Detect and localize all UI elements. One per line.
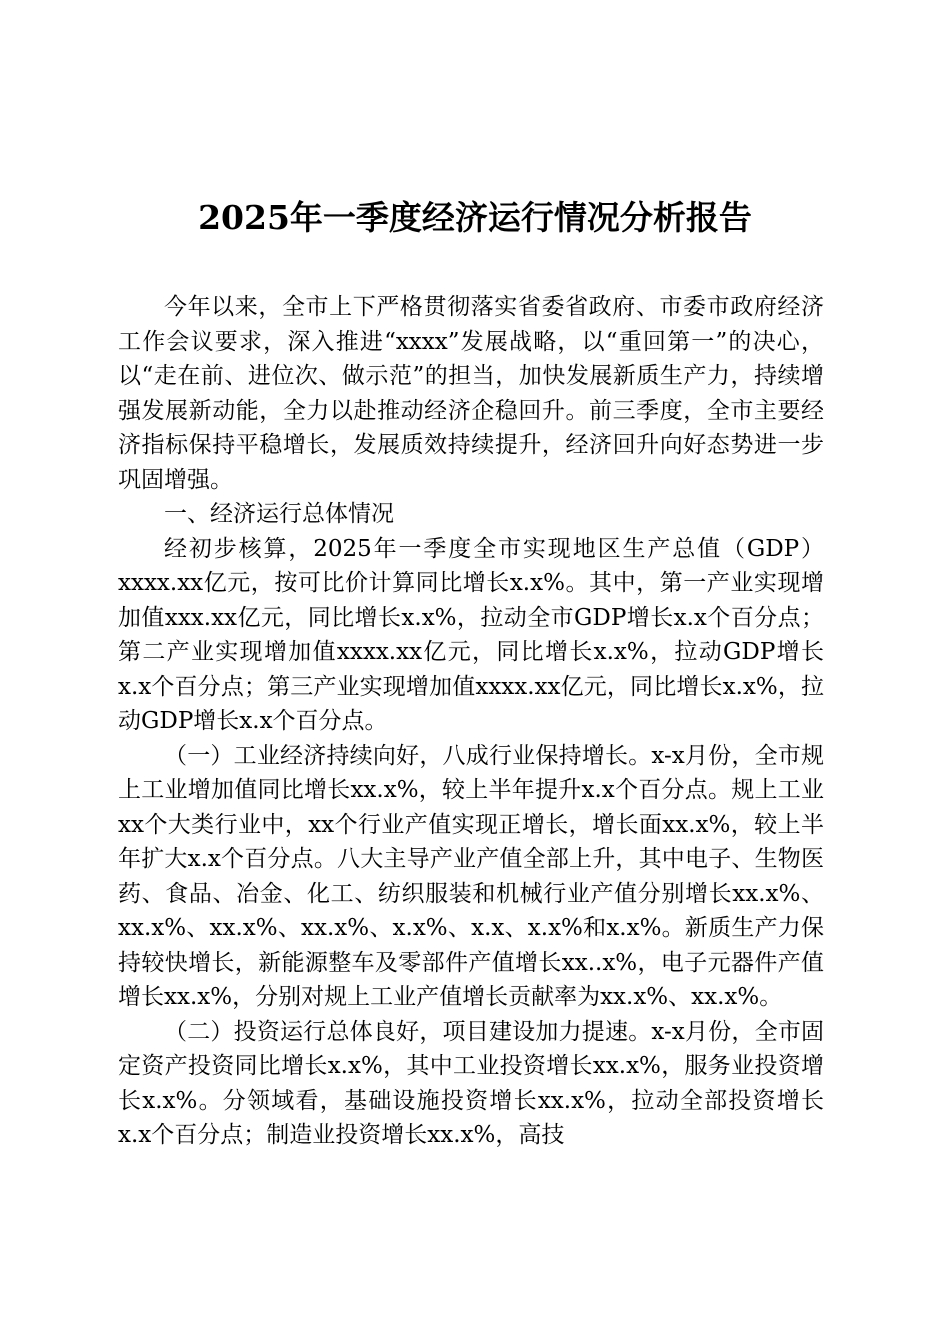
investment-paragraph: （二）投资运行总体良好，项目建设加力提速。x-x月份，全市固定资产投资同比增长x.x%，其中工业投资增长xx.x%，服务业投资增长x.x%。分领域看，基础设施投资增长xx.x%，拉动全部投资增长x.x个百分点；制造业投资增长xx.x%，高技 — [118, 1018, 824, 1148]
industry-paragraph: （一）工业经济持续向好，八成行业保持增长。x-x月份，全市规上工业增加值同比增长xx.x%，较上半年提升x.x个百分点。规上工业xx个大类行业中，xx个行业产值实现正增长，增长面xx.x%，较上半年扩大x.x个百分点。八大主导产业产值全部上升，其中电子、生物医药、食品、冶金、化工、纺织服装和机械行业产值分别增长xx.x%、xx.x%、xx.x%、xx.x%、x.x%、x.x、x.x%和x.x%。新质生产力保持较快增长，新能源整车及零部件产值增长xx..x%，电子元器件产值增长xx.x%，分别对规上工业产值增长贡献率为xx.x%、xx.x%。 — [118, 742, 824, 1010]
section-heading: 一、经济运行总体情况 — [164, 501, 394, 527]
gdp-paragraph: 经初步核算，2025年一季度全市实现地区生产总值（GDP）xxxx.xx亿元，按可比价计算同比增长x.x%。其中，第一产业实现增加值xxx.xx亿元，同比增长x.x%，拉动全市GDP增长x.x个百分点；第二产业实现增加值xxxx.xx亿元，同比增长x.x%，拉动GDP增长x.x个百分点；第三产业实现增加值xxxx.xx亿元，同比增长x.x%，拉动GDP增长x.x个百分点。 — [118, 535, 824, 734]
document-body — [118, 290, 824, 1153]
document-title: 2025年一季度经济运行情况分析报告 — [198, 198, 752, 237]
intro-paragraph: 今年以来，全市上下严格贯彻落实省委省政府、市委市政府经济工作会议要求，深入推进“xxxx”发展战略，以“重回第一”的决心，以“走在前、进位次、做示范”的担当，加快发展新质生产力，持续增强发展新动能，全力以赴推动经济企稳回升。前三季度，全市主要经济指标保持平稳增长，发展质效持续提升，经济回升向好态势进一步巩固增强。 — [118, 294, 824, 493]
